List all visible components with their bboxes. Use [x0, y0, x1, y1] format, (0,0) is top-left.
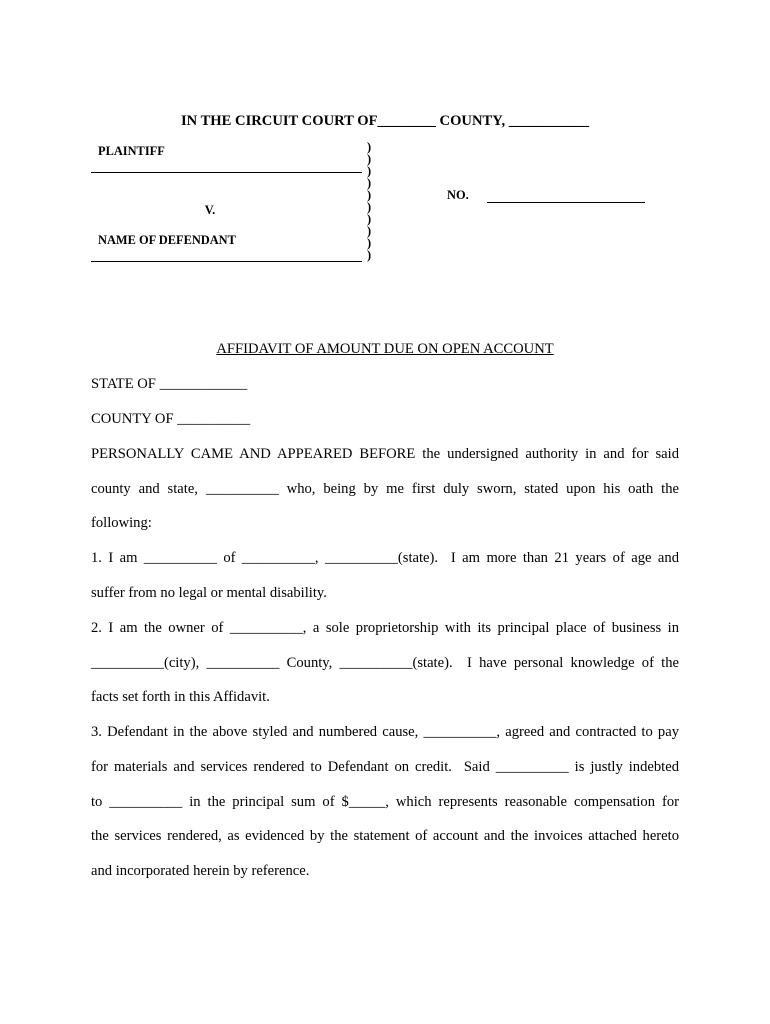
caption-parentheses [367, 141, 379, 261]
defendant-label: NAME OF DEFENDANT [98, 233, 236, 247]
defendant-line [91, 261, 362, 262]
caption-paren: ) [367, 164, 372, 178]
paragraph-1-line: 1. I am __________ of __________, __________(state). I am more than 21 years of age and [91, 550, 679, 566]
plaintiff-label: PLAINTIFF [98, 144, 165, 158]
paragraph-3-line: for materials and services rendered to Defendant on credit. Said __________ is justly indebted [91, 759, 679, 775]
caption-paren: ) [367, 248, 372, 262]
county-line: COUNTY OF __________ [91, 411, 251, 427]
intro-line: county and state, __________ who, being by me first duly sworn, stated upon his oath the [91, 481, 679, 497]
paragraph-2-line: facts set forth in this Affidavit. [91, 689, 270, 705]
caption-paren: ) [367, 236, 372, 250]
paragraph-3-line: 3. Defendant in the above styled and numbered cause, __________, agreed and contracted to pay [91, 724, 679, 740]
caption-paren: ) [367, 176, 372, 190]
paragraph-3-line: and incorporated herein by reference. [91, 863, 310, 879]
versus-label: V. [204, 203, 216, 217]
intro-line: PERSONALLY CAME AND APPEARED BEFORE the undersigned authority in and for said [91, 446, 679, 462]
caption-paren: ) [367, 224, 372, 238]
intro-line: following: [91, 515, 152, 531]
paragraph-3-line: the services rendered, as evidenced by the statement of account and the invoices attached hereto [91, 828, 679, 844]
caption-paren: ) [367, 188, 372, 202]
caption-paren: ) [367, 212, 372, 226]
court-heading: IN THE CIRCUIT COURT OF________ COUNTY, ___________ [180, 113, 590, 129]
case-number-label: NO. [447, 188, 469, 202]
caption-paren: ) [367, 200, 372, 214]
paragraph-1-line: suffer from no legal or mental disability. [91, 585, 327, 601]
plaintiff-line [91, 172, 362, 173]
case-number-blank [487, 202, 645, 203]
state-line: STATE OF ____________ [91, 376, 248, 392]
paragraph-3-line: to __________ in the principal sum of $_____, which represents reasonable compensation for [91, 794, 679, 810]
affidavit-title: AFFIDAVIT OF AMOUNT DUE ON OPEN ACCOUNT [216, 341, 554, 357]
paragraph-2-line: __________(city), __________ County, __________(state). I have personal knowledge of the [91, 655, 679, 671]
caption-paren: ) [367, 140, 372, 154]
caption-paren: ) [367, 152, 372, 166]
paragraph-2-line: 2. I am the owner of __________, a sole proprietorship with its principal place of business in [91, 620, 679, 636]
